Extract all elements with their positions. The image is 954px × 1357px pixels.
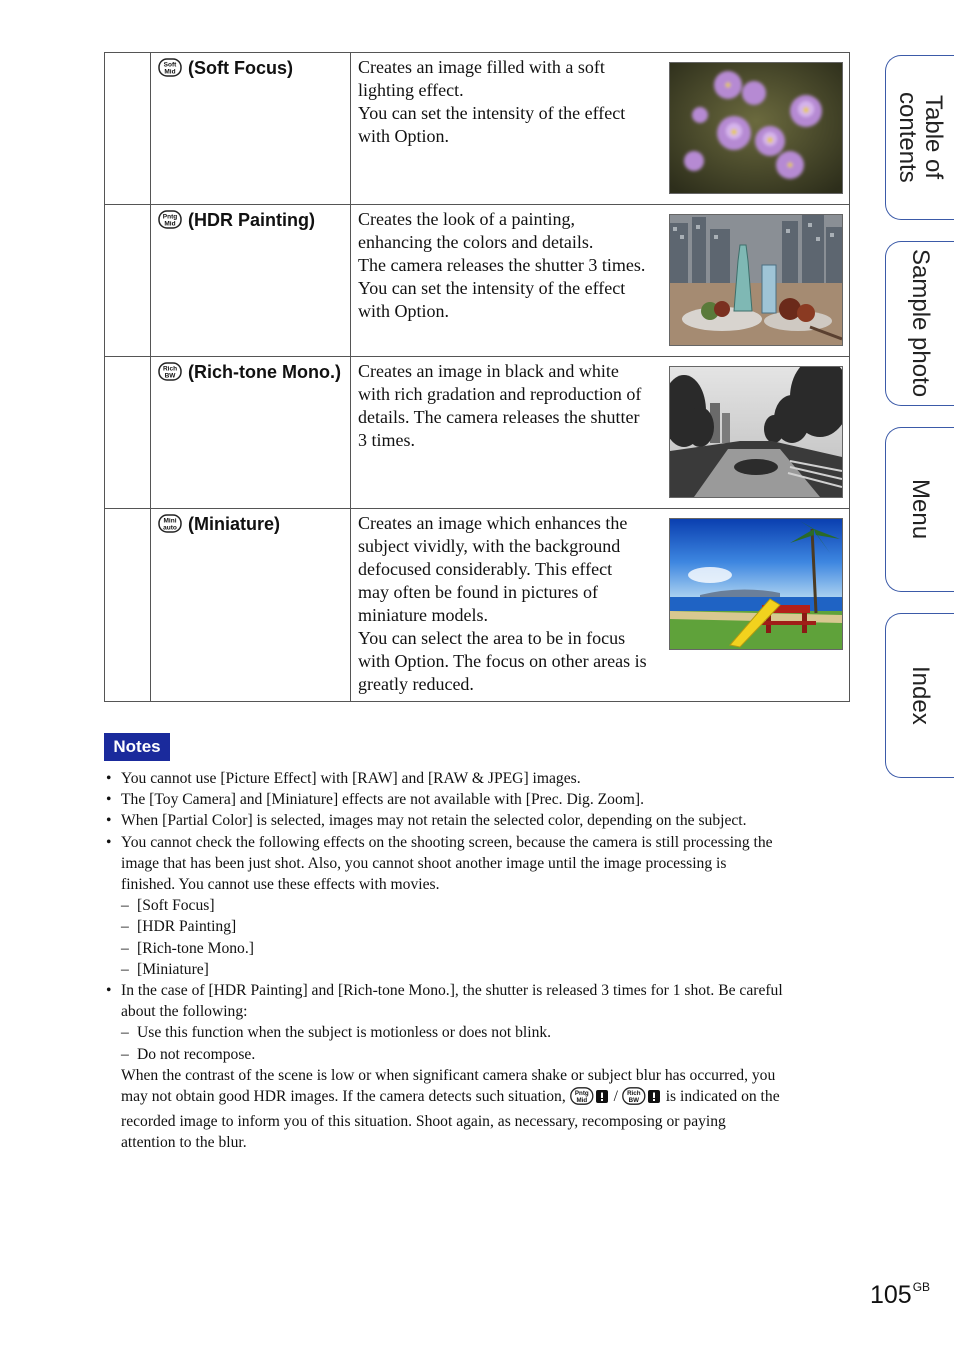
- bullet: •: [106, 812, 112, 830]
- description-line: You can select the area to be in focus: [358, 628, 626, 648]
- subitem-text: [HDR Painting]: [137, 918, 237, 936]
- purple-flowers-photo: [669, 62, 843, 194]
- bullet: •: [106, 833, 112, 851]
- blank-cell: [105, 509, 151, 702]
- effect-description: [351, 509, 680, 696]
- note-item: [104, 768, 850, 789]
- note-line: attention to the blur.: [121, 1134, 247, 1152]
- effect-row-hdr-painting: [105, 205, 850, 357]
- effect-name-cell: [151, 357, 351, 509]
- tab-label: Index: [907, 666, 934, 725]
- note-line: In the case of [HDR Painting] and [Rich-tone Mono.], the shutter is released 3 times for 1 shot. Be careful: [121, 982, 783, 1000]
- subitem-text: Do not recompose.: [137, 1045, 256, 1063]
- icon-text-top: Pntg: [574, 1090, 589, 1098]
- blank-cell: [105, 205, 151, 357]
- bullet: •: [106, 770, 112, 787]
- tab-label-wrap: [886, 614, 954, 777]
- note-line: When the contrast of the scene is low or when significant camera shake or subject blur has occurred, you: [121, 1066, 776, 1084]
- icon-text-bottom: BW: [164, 372, 176, 380]
- description-line: may often be found in pictures of: [358, 582, 598, 602]
- effect-name-cell: [151, 205, 351, 357]
- icon-text-bottom: BW: [628, 1096, 639, 1104]
- rich-tone-mono-mode-icon: [158, 362, 182, 381]
- effect-name: (Miniature): [188, 514, 280, 534]
- tab-label: Table of contents: [894, 92, 947, 183]
- note-line: image that has been just shot. Also, you cannot shoot another image until the image processing is: [121, 854, 727, 872]
- dash: –: [121, 897, 129, 915]
- icon-separator: /: [613, 1088, 618, 1106]
- bullet: •: [106, 982, 112, 1000]
- still-life-photo: [669, 214, 843, 346]
- note-text: When [Partial Color] is selected, images may not retain the selected color, depending on the subject.: [121, 812, 747, 830]
- effect-name: (Rich-tone Mono.): [188, 362, 341, 382]
- description-line: 3 times.: [358, 430, 415, 450]
- description-line: greatly reduced.: [358, 674, 474, 694]
- subitem-text: Use this function when the subject is motionless or does not blink.: [137, 1024, 552, 1042]
- effect-name-cell: [151, 509, 351, 702]
- bullet: •: [106, 791, 112, 809]
- icon-text-top: Rich: [626, 1090, 641, 1098]
- effect-description-cell: [351, 357, 850, 509]
- effect-description: [351, 205, 680, 323]
- tab-index[interactable]: [885, 613, 954, 778]
- effect-description-cell: [351, 53, 850, 205]
- description-line: defocused considerably. This effect: [358, 559, 613, 579]
- soft-focus-mode-icon: [158, 58, 182, 77]
- dash: –: [121, 939, 129, 957]
- description-line: enhancing the colors and details.: [358, 232, 594, 252]
- tab-table-of-contents[interactable]: [885, 55, 954, 220]
- tab-label-wrap: [886, 428, 954, 591]
- effect-name: (HDR Painting): [188, 210, 315, 230]
- description-line: Creates the look of a painting,: [358, 209, 575, 229]
- icon-text-bottom: Mid: [576, 1096, 587, 1104]
- note-text: The [Toy Camera] and [Miniature] effects are not available with [Prec. Dig. Zoom].: [121, 791, 644, 809]
- description-line: Creates an image which enhances the: [358, 513, 628, 533]
- effect-description-cell: [351, 205, 850, 357]
- description-line: You can set the intensity of the effect: [358, 278, 626, 298]
- icon-text-top: Soft: [163, 61, 177, 69]
- description-line: subject vividly, with the background: [358, 536, 621, 556]
- blank-cell: [105, 357, 151, 509]
- description-line: lighting effect.: [358, 80, 464, 100]
- note-subitem: [121, 938, 850, 959]
- page-number-value: 105: [870, 1281, 912, 1309]
- note-subitem: [121, 916, 850, 937]
- icon-text-top: Pntg: [162, 213, 178, 221]
- beach-miniature-photo: [669, 518, 843, 650]
- effect-row-miniature: [105, 509, 850, 702]
- painting-warning-icon: [570, 1087, 610, 1105]
- note-item: [104, 810, 850, 831]
- effect-description: [351, 357, 680, 452]
- effect-row-soft-focus: [105, 53, 850, 205]
- description-line: with Option.: [358, 301, 450, 321]
- description-line: The camera releases the shutter 3 times.: [358, 255, 646, 275]
- note-subitem: [121, 1044, 850, 1065]
- note-subitem: [121, 1022, 850, 1043]
- icon-text-top: Rich: [162, 365, 178, 373]
- blank-cell: [105, 53, 151, 205]
- effect-description-cell: [351, 509, 850, 702]
- effect-name-cell: [151, 53, 351, 205]
- dash: –: [121, 1045, 129, 1063]
- hdr-warning-icons: [570, 1087, 610, 1111]
- note-subitem: [121, 895, 850, 916]
- note-item: [104, 980, 850, 1154]
- icon-text-top: Mini: [163, 517, 177, 525]
- canal-monochrome-photo: [669, 366, 843, 498]
- note-line: finished. You cannot use these effects with movies.: [121, 876, 440, 894]
- note-text: is indicated on the: [665, 1088, 780, 1106]
- subitem-text: [Soft Focus]: [137, 897, 215, 915]
- description-line: with Option.: [358, 126, 450, 146]
- description-line: with rich gradation and reproduction of: [358, 384, 642, 404]
- dash: –: [121, 918, 129, 936]
- tab-label: Menu: [907, 479, 934, 540]
- note-subitem: [121, 959, 850, 980]
- description-line: miniature models.: [358, 605, 488, 625]
- note-item: [104, 789, 850, 810]
- effects-table: [104, 52, 850, 702]
- effect-row-rich-tone-mono: [105, 357, 850, 509]
- page-number: [870, 1280, 930, 1310]
- icon-text-bottom: Mid: [164, 68, 176, 76]
- dash: –: [121, 1024, 129, 1042]
- tab-menu[interactable]: [885, 427, 954, 592]
- notes-heading: Notes: [104, 733, 170, 761]
- page-number-suffix: GB: [912, 1280, 931, 1294]
- note-line: recorded image to inform you of this situation. Shoot again, as necessary, recomposing or paying: [121, 1113, 726, 1131]
- tab-sample-photo[interactable]: [885, 241, 954, 406]
- note-line: [121, 1086, 850, 1111]
- tab-label-wrap: [886, 56, 954, 219]
- description-line: with Option. The focus on other areas is: [358, 651, 647, 671]
- notes-list: [104, 768, 850, 1154]
- tab-label: Sample photo: [907, 249, 934, 398]
- subitem-text: [Miniature]: [137, 960, 209, 978]
- icon-text-bottom: auto: [163, 524, 177, 532]
- note-text: You cannot use [Picture Effect] with [RAW] and [RAW & JPEG] images.: [121, 770, 581, 787]
- note-item: [104, 832, 850, 980]
- effect-description: [351, 53, 680, 148]
- dash: –: [121, 960, 129, 978]
- mono-warning-icon: [622, 1087, 662, 1105]
- description-line: details. The camera releases the shutter: [358, 407, 640, 427]
- description-line: You can set the intensity of the effect: [358, 103, 626, 123]
- tab-label-wrap: [886, 242, 954, 405]
- description-line: Creates an image filled with a soft: [358, 57, 605, 77]
- note-line: about the following:: [121, 1003, 248, 1021]
- miniature-mode-icon: [158, 514, 182, 533]
- hdr-painting-mode-icon: [158, 210, 182, 229]
- effect-name: (Soft Focus): [188, 58, 293, 78]
- note-text: may not obtain good HDR images. If the camera detects such situation,: [121, 1088, 566, 1106]
- note-line: You cannot check the following effects on the shooting screen, because the camera is still processing the: [121, 833, 773, 851]
- subitem-text: [Rich-tone Mono.]: [137, 939, 254, 957]
- description-line: Creates an image in black and white: [358, 361, 619, 381]
- mono-warning-icons: [622, 1087, 662, 1111]
- icon-text-bottom: Mid: [164, 220, 176, 228]
